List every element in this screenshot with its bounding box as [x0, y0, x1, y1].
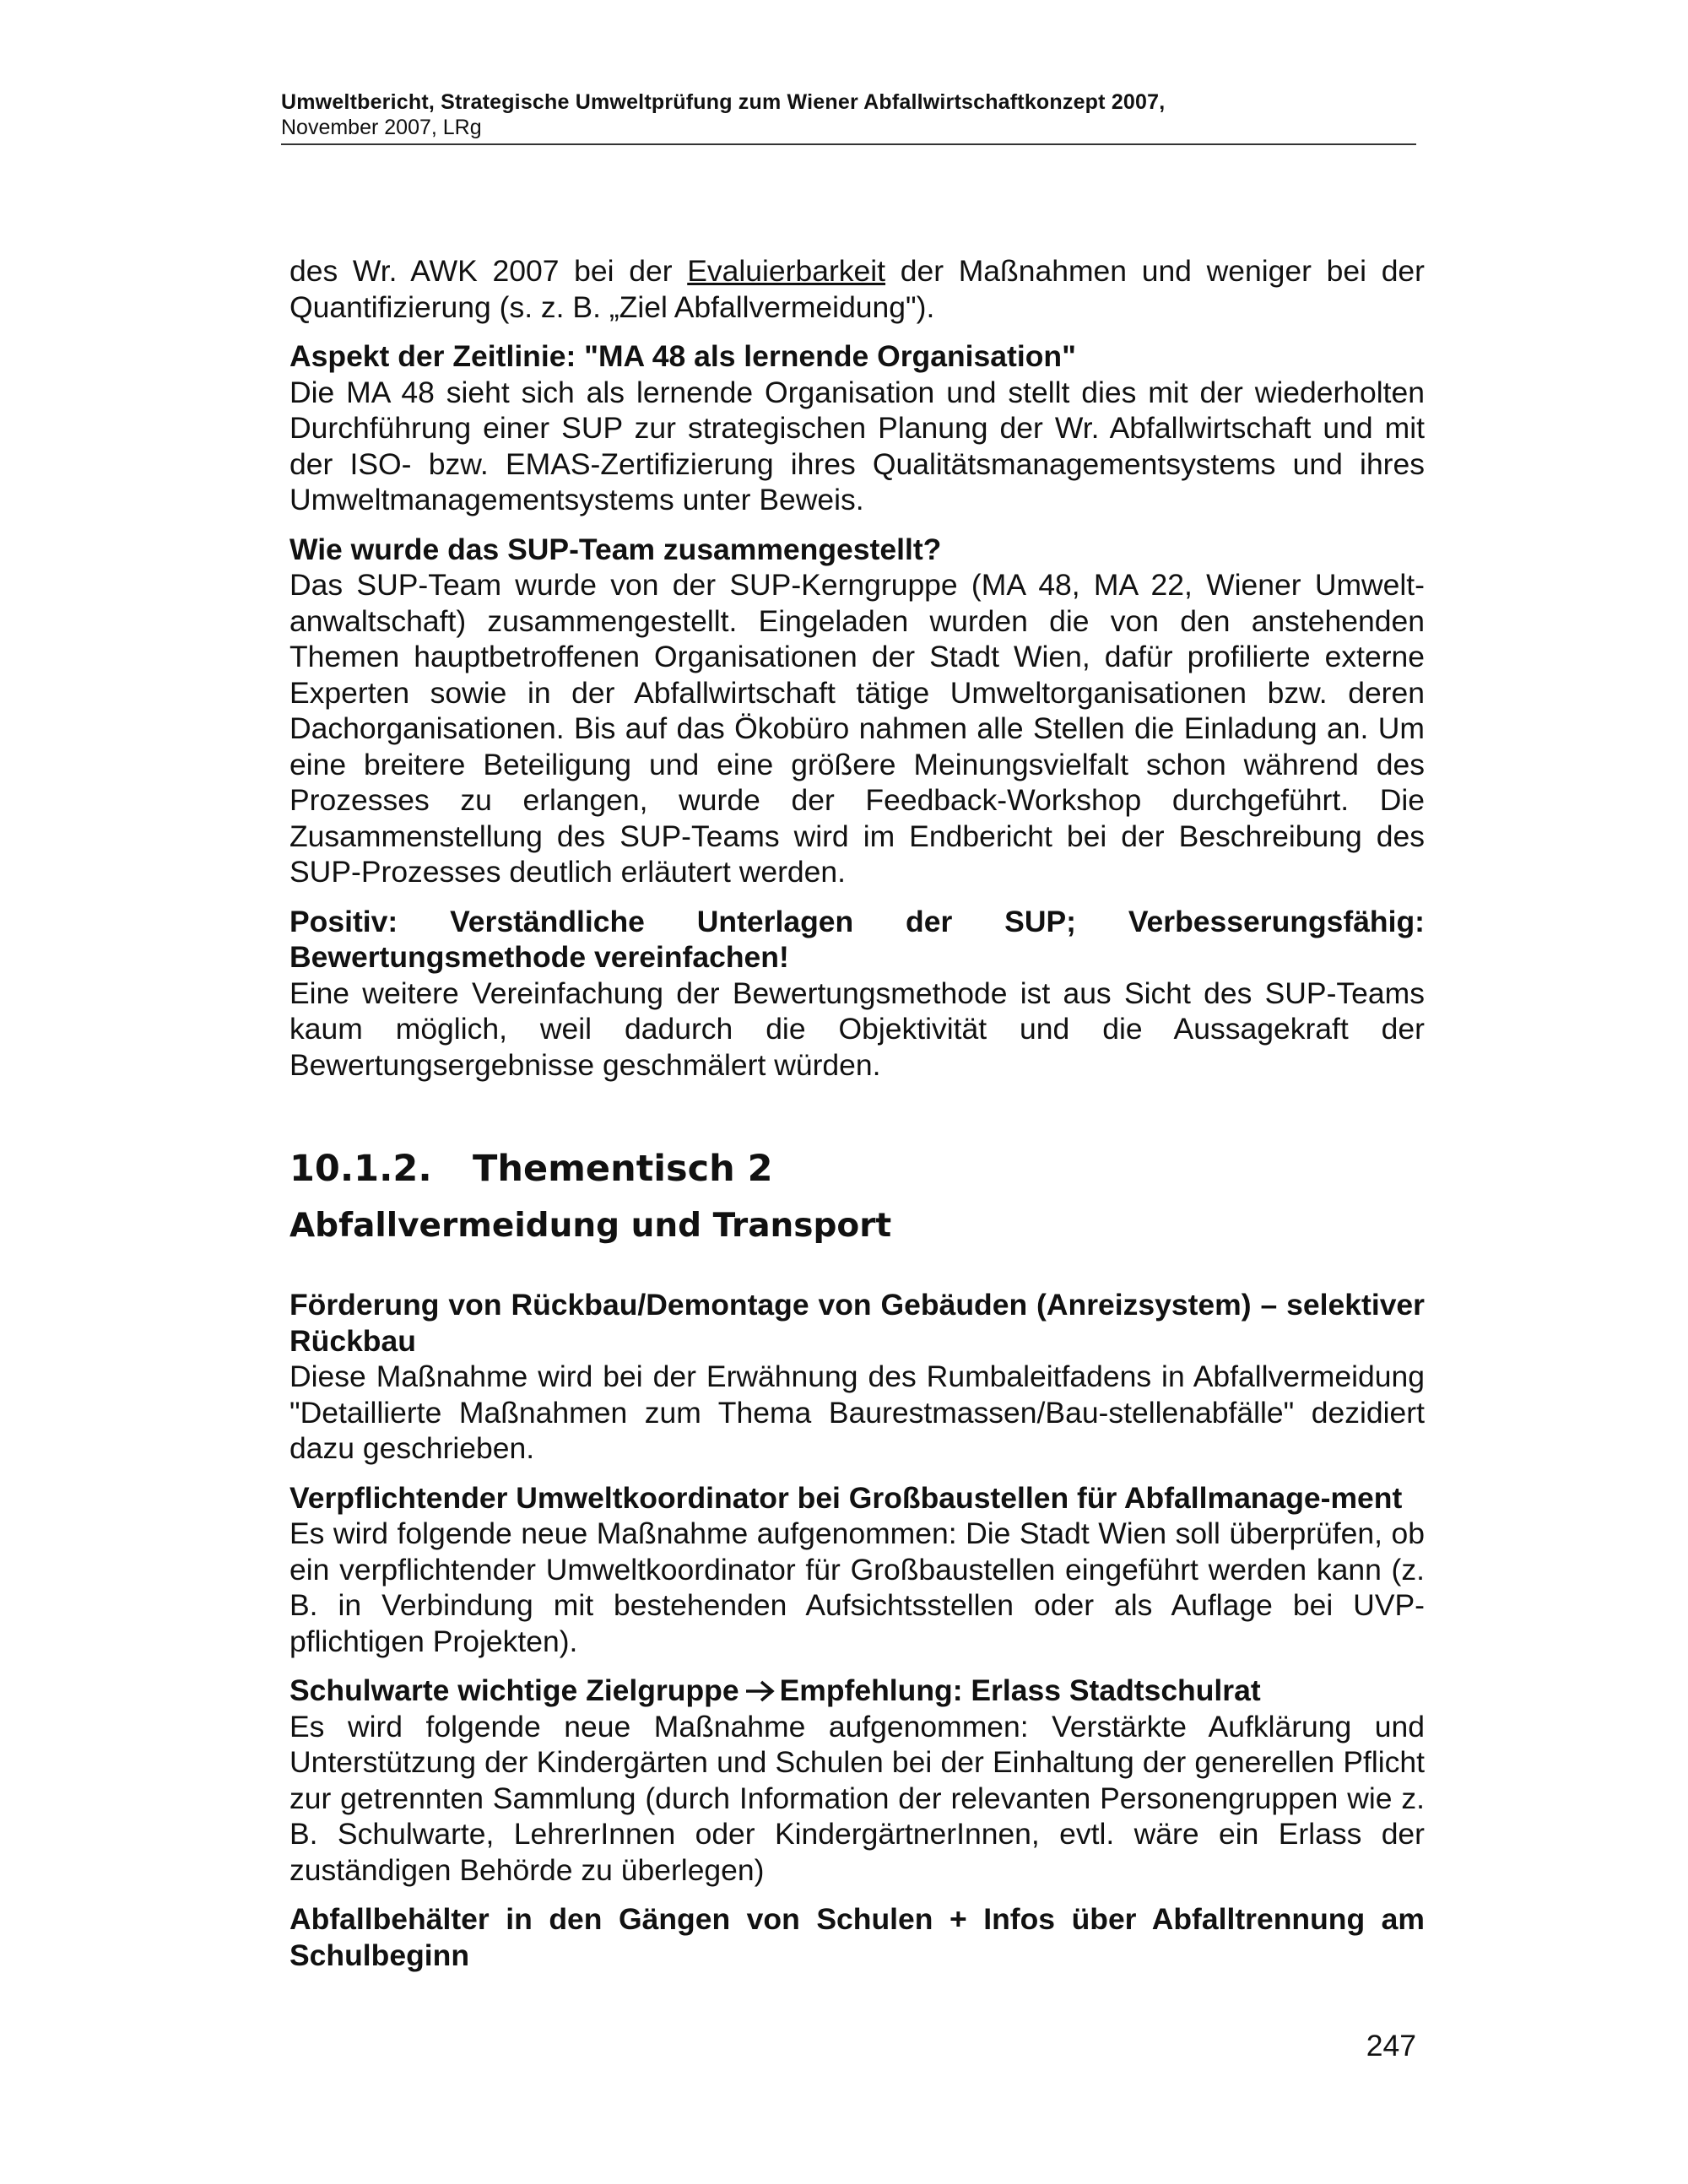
right-arrow-icon: [744, 1679, 775, 1703]
block-heading-rueckbau: Förderung von Rückbau/Demontage von Gebäuden (Anreizsystem) – selektiver Rückbau: [289, 1288, 1425, 1358]
block-heading-umweltkoordinator: Verpflichtender Umweltkoordinator bei Großbaustellen für Abfallmanage-ment: [289, 1480, 1403, 1515]
block-heading-abfallbehaelter: Abfallbehälter in den Gängen von Schulen + Infos über Abfalltrennung am Schulbeginn: [289, 1902, 1425, 1972]
header-divider: [281, 143, 1416, 145]
section-heading: [289, 1143, 1425, 1194]
page-header: [281, 89, 1416, 140]
heading-part-before-arrow: Schulwarte wichtige Zielgruppe: [289, 1673, 739, 1707]
block-text-schulwarte: Es wird folgende neue Maßnahme aufgenommen: Verstärkte Aufklärung und Unterstützung der Kindergärten und Schulen bei der Einhaltung der generellen Pflicht zur getrennten Sammlung (durch Information der relevanten Personengruppen wie z. B. Schulwarte, LehrerInnen oder KindergärtnerInnen, evtl. wäre ein Erlass der zuständigen Behörde zu überlegen): [289, 1709, 1425, 1887]
header-subtitle: November 2007, LRg: [281, 116, 482, 139]
intro-text-start: des Wr. AWK 2007 bei der: [289, 254, 688, 288]
block-heading-schulwarte: [289, 1673, 1425, 1709]
header-title: Umweltbericht, Strategische Umweltprüfung zum Wiener Abfallwirtschaftkonzept 2007,: [281, 90, 1166, 114]
underlined-term: Evaluierbarkeit: [687, 254, 886, 288]
section-number: 10.1.2.: [289, 1148, 432, 1190]
section-subtitle: Abfallvermeidung und Transport: [289, 1207, 892, 1245]
block-text-sup-team: Das SUP-Team wurde von der SUP-Kerngruppe (MA 48, MA 22, Wiener Umwelt-anwaltschaft) zusammengestellt. Eingeladen wurden die von den anstehenden Themen hauptbetroffenen Organisationen der Stadt Wien, dafür profilierte externe Experten sowie in der Abfallwirtschaft tätige Umweltorganisationen bzw. deren Dachorganisationen. Bis auf das Ökobüro nahmen alle Stellen die Einladung an. Um eine breitere Beteiligung und eine größere Meinungsvielfalt schon während des Prozesses zu erlangen, wurde der Feedback-Workshop durchgeführt. Die Zusammenstellung des SUP-Teams wird im Endbericht bei der Beschreibung des SUP-Prozesses deutlich erläutert werden.: [289, 568, 1425, 889]
block-text-positiv: Eine weitere Vereinfachung der Bewertungsmethode ist aus Sicht des SUP-Teams kaum möglich, weil dadurch die Objektivität und die Aussagekraft der Bewertungsergebnisse geschmälert würden.: [289, 976, 1425, 1082]
block-text-rueckbau: Diese Maßnahme wird bei der Erwähnung des Rumbaleitfadens in Abfallvermeidung "Detaillierte Maßnahmen zum Thema Baurestmassen/Bau-stellenabfälle" dezidiert dazu geschrieben.: [289, 1360, 1425, 1465]
main-content: [289, 253, 1425, 1973]
section-title: Thementisch 2: [473, 1148, 773, 1190]
block-heading-sup-team: Wie wurde das SUP-Team zusammengestellt?: [289, 532, 942, 566]
block-heading-zeitlinie: Aspekt der Zeitlinie: "MA 48 als lernende Organisation": [289, 339, 1076, 373]
intro-text-end: der Maßnahmen und weniger bei der Quantifizierung (s. z. B. „Ziel Abfallvermeidung").: [289, 254, 1425, 324]
block-text-zeitlinie: Die MA 48 sieht sich als lernende Organisation und stellt dies mit der wiederholten Durchführung einer SUP zur strategischen Planung der Wr. Abfallwirtschaft und mit der ISO- bzw. EMAS-Zertifizierung ihres Qualitätsmanagementsystems und ihres Umweltmanagementsystems unter Beweis.: [289, 375, 1425, 516]
intro-paragraph: [289, 253, 1425, 325]
page-number: 247: [1366, 2029, 1416, 2062]
block-heading-positiv: Positiv: Verständliche Unterlagen der SUP; Verbesserungsfähig: Bewertungsmethode vereinfachen!: [289, 904, 1425, 974]
heading-part-after-arrow: Empfehlung: Erlass Stadtschulrat: [779, 1673, 1261, 1707]
block-text-umweltkoordinator: Es wird folgende neue Maßnahme aufgenommen: Die Stadt Wien soll überprüfen, ob ein verpflichtender Umweltkoordinator für Großbaustellen eingeführt werden kann (z. B. in Verbindung mit bestehenden Aufsichtsstellen oder als Auflage bei UVP-pflichtigen Projekten).: [289, 1516, 1425, 1658]
